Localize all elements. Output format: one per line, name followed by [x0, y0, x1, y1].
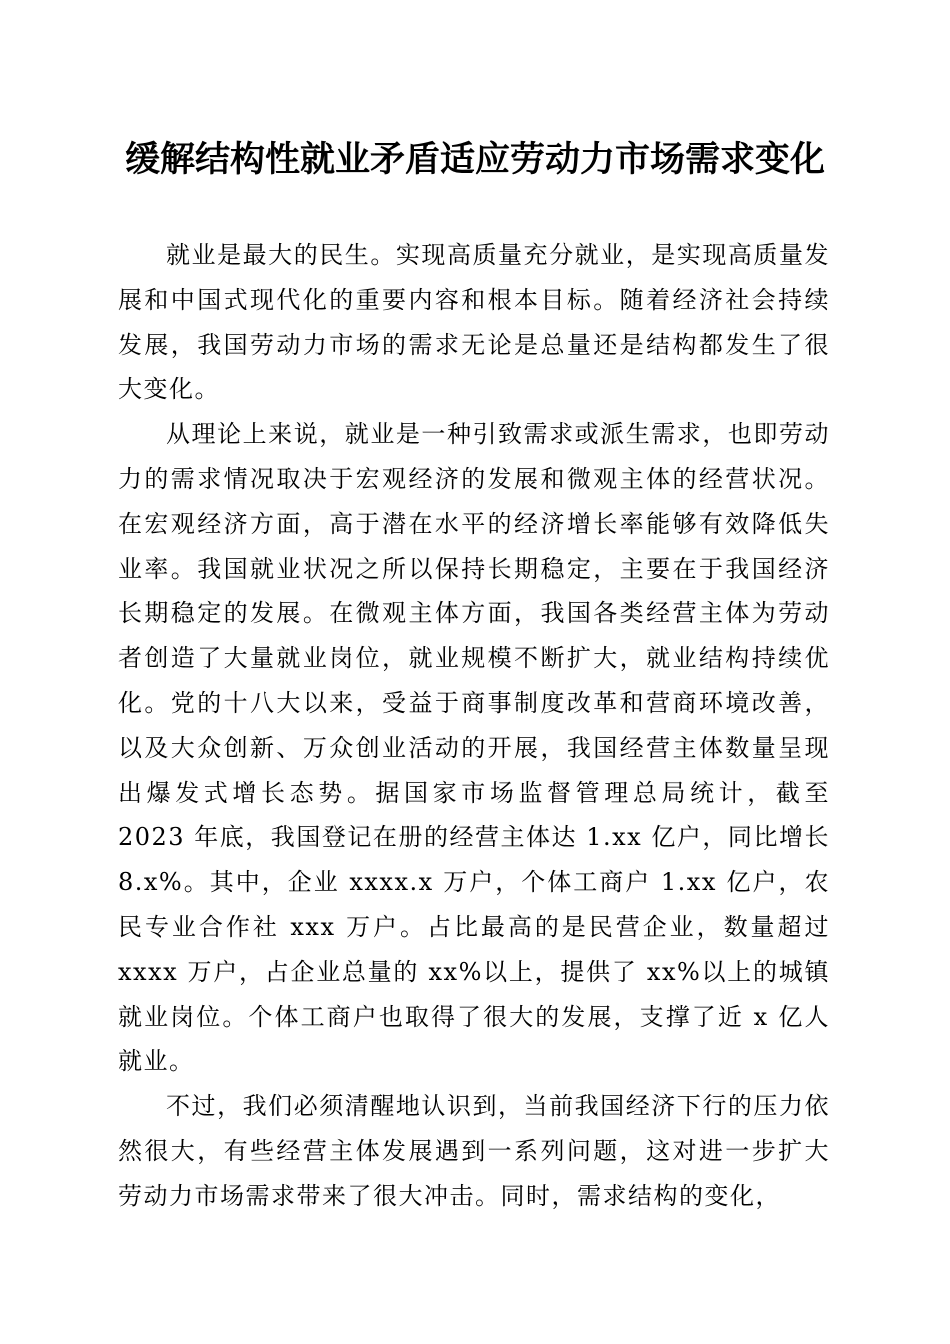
paragraph: 从理论上来说，就业是一种引致需求或派生需求，也即劳动力的需求情况取决于宏观经济的发展和微观主体的经营状况。在宏观经济方面，高于潜在水平的经济增长率能够有效降低失业率。我国就业状况之所以保持长期稳定，主要在于我国经济长期稳定的发展。在微观主体方面，我国各类经营主体为劳动者创造了大量就业岗位，就业规模不断扩大，就业结构持续优化。党的十八大以来，受益于商事制度改革和营商环境改善，以及大众创新、万众创业活动的开展，我国经营主体数量呈现出爆发式增长态势。据国家市场监督管理总局统计，截至 2023 年底，我国登记在册的经营主体达 1.xx 亿户，同比增长 8.x%。其中，企业 xxxx.x 万户，个体工商户 1.xx 亿户，农民专业合作社 xxx 万户。占比最高的是民营企业，数量超过 xxxx 万户，占企业总量的 xx%以上，提供了 xx%以上的城镇就业岗位。个体工商户也取得了很大的发展，支撑了近 x 亿人就业。 [118, 420, 830, 1076]
document-body [118, 233, 830, 1219]
paragraph: 就业是最大的民生。实现高质量充分就业，是实现高质量发展和中国式现代化的重要内容和根本目标。随着经济社会持续发展，我国劳动力市场的需求无论是总量还是结构都发生了很大变化。 [118, 241, 830, 404]
document-title: 缓解结构性就业矛盾适应劳动力市场需求变化 [124, 139, 825, 180]
paragraph: 不过，我们必须清醒地认识到，当前我国经济下行的压力依然很大，有些经营主体发展遇到一系列问题，这对进一步扩大劳动力市场需求带来了很大冲击。同时，需求结构的变化， [118, 1092, 830, 1210]
